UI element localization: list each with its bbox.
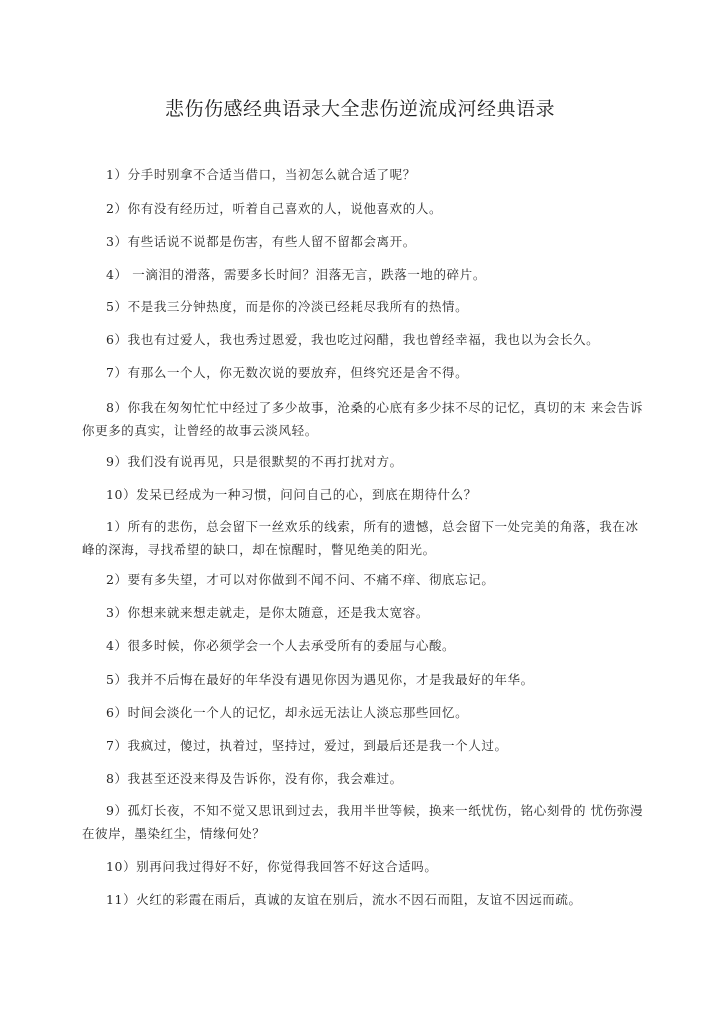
paragraph: 5）我并不后悔在最好的年华没有遇见你因为遇见你，才是我最好的年华。	[106, 672, 534, 687]
paragraph: 10）发呆已经成为一种习惯，问问自己的心，到底在期待什么？	[106, 487, 477, 502]
paragraph: 3）你想来就来想走就走，是你太随意，还是我太宽容。	[106, 605, 429, 620]
paragraph: 8）你我在匆匆忙忙中经过了多少故事，沧桑的心底有多少抹不尽的记忆，真切的末 来会告诉你更多的真实，让曾经的故事云淡风轻。	[82, 400, 644, 438]
paragraph: 6）我也有过爱人，我也秀过恩爱，我也吃过闷醋，我也曾经幸福，我也以为会长久。	[106, 332, 600, 347]
paragraph: 4）很多时候，你必须学会一个人去承受所有的委屈与心酸。	[106, 638, 456, 653]
paragraph: 2）你有没有经历过，听着自己喜欢的人，说他喜欢的人。	[106, 201, 443, 216]
paragraph: 6）时间会淡化一个人的记忆，却永远无法让人淡忘那些回忆。	[106, 705, 469, 720]
paragraph: 5）不是我三分钟热度，而是你的冷淡已经耗尽我所有的热情。	[106, 299, 469, 314]
paragraph: 7）有那么一个人，你无数次说的要放弃，但终究还是舍不得。	[106, 365, 469, 380]
paragraph: 9）我们没有说再见，只是很默契的不再打扰对方。	[106, 454, 403, 469]
paragraph: 9）孤灯长夜，不知不觉又思讯到过去，我用半世等候，换来一纸忧伤，铭心刻骨的 忧伤弥漫在彼岸，墨染红尘，情缘何处？	[82, 803, 644, 841]
paragraph: 1）所有的悲伤，总会留下一丝欢乐的线索，所有的遗憾，总会留下一处完美的角落，我在冰峰的深海，寻找希望的缺口，却在惊醒时，瞥见绝美的阳光。	[82, 519, 639, 557]
paragraph: 4） 一滴泪的滑落，需要多长时间？泪落无言，跌落一地的碎片。	[106, 267, 486, 282]
paragraph: 2）要有多失望，才可以对你做到不闻不问、不痛不痒、彻底忘记。	[106, 572, 495, 587]
paragraph: 1）分手时别拿不合适当借口，当初怎么就合适了呢？	[106, 167, 416, 182]
paragraph: 11）火红的彩霞在雨后，真诚的友谊在别后，流水不因石而阻，友谊不因远而疏。	[106, 892, 582, 907]
document-title: 悲伤伤感经典语录大全悲伤逆流成河经典语录	[164, 98, 555, 120]
paragraph: 7）我疯过，傻过，执着过，坚持过，爱过，到最后还是我一个人过。	[106, 738, 508, 753]
paragraph: 3）有些话说不说都是伤害，有些人留不留都会离开。	[106, 234, 416, 249]
paragraph: 8）我甚至还没来得及告诉你，没有你，我会难过。	[106, 771, 403, 786]
paragraph: 10）别再问我过得好不好，你觉得我回答不好这合适吗。	[106, 859, 438, 874]
